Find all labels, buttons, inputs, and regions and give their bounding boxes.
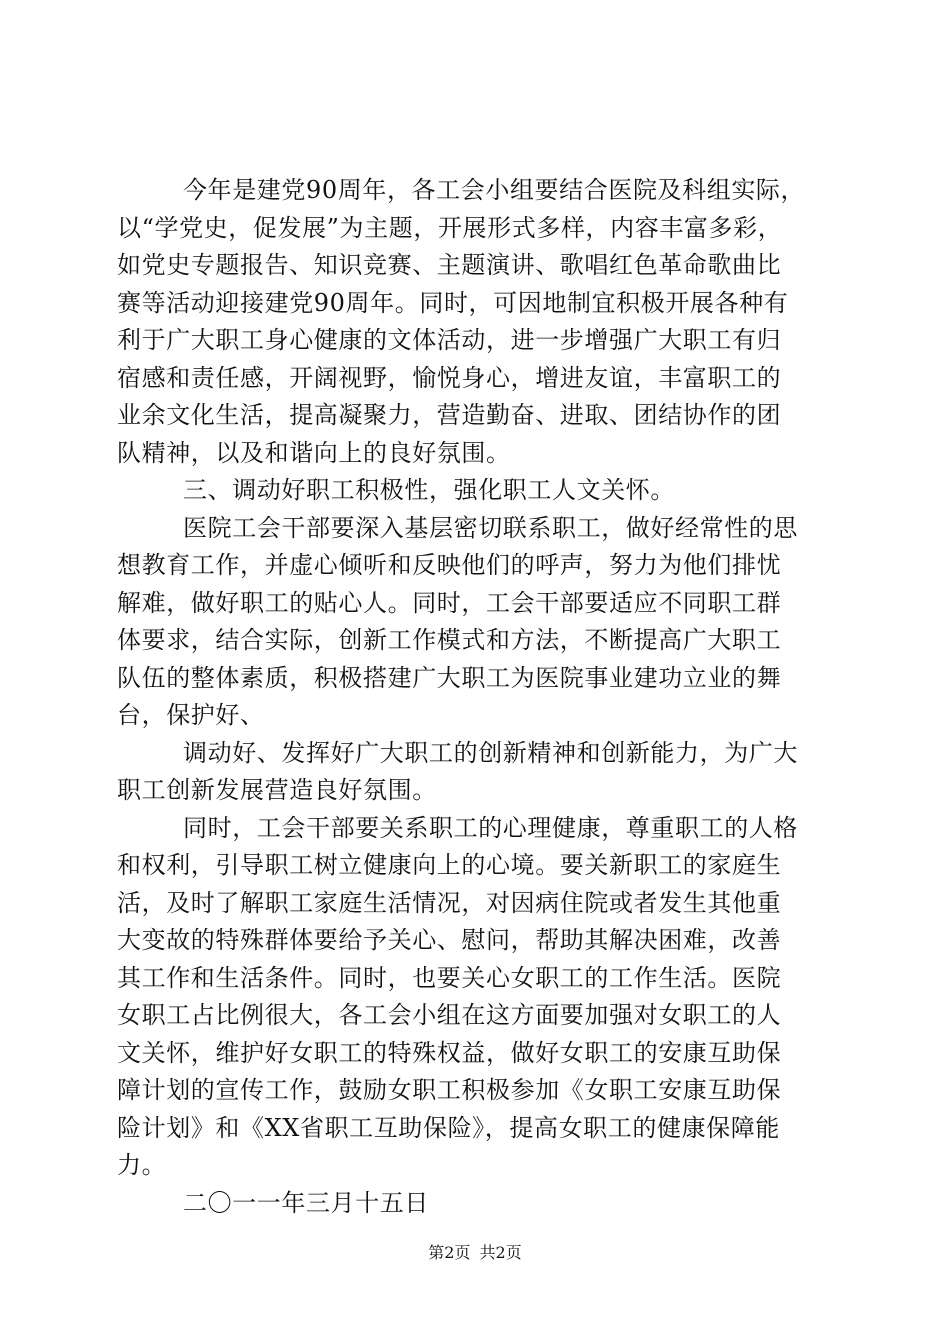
- paragraph-line: 力。: [117, 1151, 167, 1179]
- paragraph-line: 如党史专题报告、知识竞赛、主题演讲、歌唱红色革命歌曲比: [117, 251, 782, 279]
- paragraph-line: 和权利，引导职工树立健康向上的心境。要关新职工的家庭生: [117, 851, 782, 879]
- paragraph-line: 台，保护好、: [117, 701, 265, 729]
- paragraph-line: 医院工会干部要深入基层密切联系职工，做好经常性的思: [183, 513, 798, 542]
- paragraph-line: 以“学党史，促发展”为主题，开展形式多样，内容丰富多彩，: [117, 213, 783, 242]
- paragraph-line: 体要求，结合实际，创新工作模式和方法，不断提高广大职工: [117, 626, 782, 654]
- page-number: 第2页: [428, 1243, 471, 1262]
- paragraph-line: 解难，做好职工的贴心人。同时，工会干部要适应不同职工群: [117, 588, 782, 617]
- paragraph-line: 想教育工作，并虚心倾听和反映他们的呼声，努力为他们排忧: [117, 551, 782, 579]
- paragraph-line: 大变故的特殊群体要给予关心、慰问，帮助其解决困难，改善: [117, 926, 782, 954]
- paragraph-line: 障计划的宣传工作，鼓励女职工积极参加《女职工安康互助保: [117, 1076, 782, 1104]
- paragraph-line: 调动好、发挥好广大职工的创新精神和创新能力，为广大: [183, 738, 798, 767]
- paragraph-line: 职工创新发展营造良好氛围。: [117, 776, 437, 804]
- section-heading: 三、调动好职工积极性，强化职工人文关怀。: [183, 476, 675, 504]
- paragraph-line: 女职工占比例很大，各工会小组在这方面要加强对女职工的人: [117, 1001, 782, 1029]
- paragraph-line: 赛等活动迎接建党90周年。同时，可因地制宜积极开展各种有: [117, 288, 789, 317]
- paragraph-line: 今年是建党90周年，各工会小组要结合医院及科组实际，: [183, 176, 806, 204]
- paragraph-line: 利于广大职工身心健康的文体活动，进一步增强广大职工有归: [117, 326, 782, 354]
- paragraph-line: 活，及时了解职工家庭生活情况，对因病住院或者发生其他重: [117, 888, 782, 917]
- page-total: 共2页: [479, 1243, 522, 1262]
- paragraph-line: 同时，工会干部要关系职工的心理健康，尊重职工的人格: [183, 813, 798, 842]
- page-footer: [0, 1241, 950, 1265]
- paragraph-line: 险计划》和《XX省职工互助保险》，提高女职工的健康保障能: [117, 1113, 780, 1142]
- paragraph-line: 队精神，以及和谐向上的良好氛围。: [117, 438, 511, 467]
- document-body: [117, 172, 837, 1222]
- paragraph-line: 文关怀，维护好女职工的特殊权益，做好女职工的安康互助保: [117, 1038, 782, 1067]
- paragraph-line: 宿感和责任感，开阔视野，愉悦身心，增进友谊，丰富职工的: [117, 363, 782, 392]
- document-date: 二〇一一年三月十五日: [183, 1188, 429, 1217]
- paragraph-line: 其工作和生活条件。同时，也要关心女职工的工作生活。医院: [117, 963, 782, 992]
- paragraph-line: 业余文化生活，提高凝聚力，营造勤奋、进取、团结协作的团: [117, 401, 782, 429]
- paragraph-line: 队伍的整体素质，积极搭建广大职工为医院事业建功立业的舞: [117, 663, 782, 692]
